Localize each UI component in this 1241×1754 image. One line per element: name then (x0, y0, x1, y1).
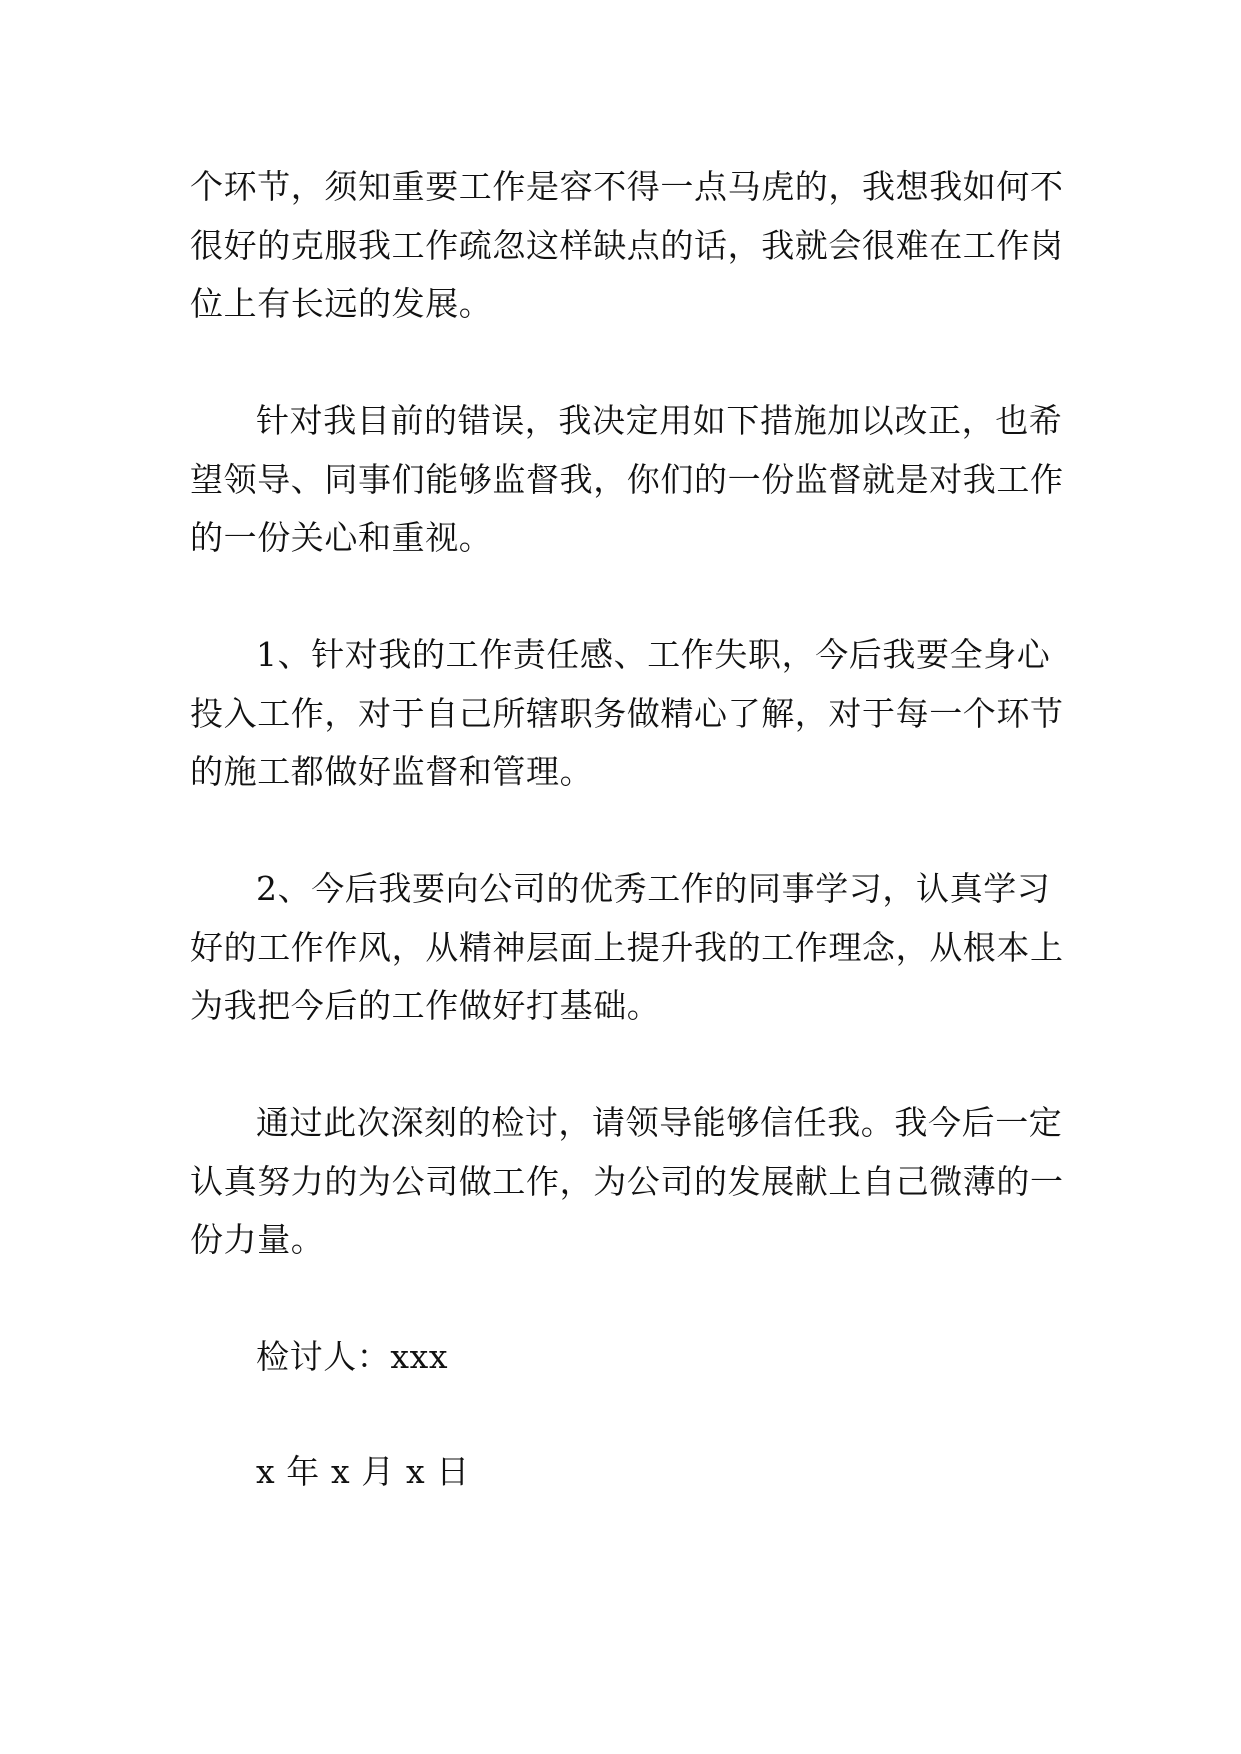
text-line: 很好的克服我工作疏忽这样缺点的话，我就会很难在工作岗 (190, 225, 1064, 265)
text-line: 的施工都做好监督和管理。 (190, 752, 594, 791)
paragraph-correction-intro (190, 392, 1064, 568)
date-text: x 年 x 月 x 日 (256, 1452, 470, 1491)
text-line: 认真努力的为公司做工作，为公司的发展献上自己微薄的一 (190, 1161, 1064, 1201)
text-line: 针对我目前的错误，我决定用如下措施加以改正，也希 (256, 401, 1063, 440)
text-line: 为我把今后的工作做好打基础。 (190, 986, 661, 1025)
text-line: 位上有长远的发展。 (190, 284, 493, 323)
text-line: 望领导、同事们能够监督我，你们的一份监督就是对我工作 (190, 459, 1064, 499)
paragraph-conclusion (190, 1094, 1064, 1270)
text-line: 通过此次深刻的检讨，请领导能够信任我。我今后一定 (256, 1103, 1063, 1142)
text-line: 2、今后我要向公司的优秀工作的同事学习，认真学习 (256, 869, 1051, 908)
text-line: 好的工作作风，从精神层面上提升我的工作理念，从根本上 (190, 927, 1064, 967)
paragraph-continuation (190, 158, 1064, 334)
text-line: 1、针对我的工作责任感、工作失职，今后我要全身心 (256, 635, 1051, 674)
signature-text: 检讨人：xxx (256, 1337, 449, 1376)
date-line (190, 1443, 1060, 1502)
paragraph-measure-2 (190, 860, 1064, 1036)
signature-line (190, 1328, 1060, 1387)
paragraph-measure-1 (190, 626, 1064, 802)
text-line: 的一份关心和重视。 (190, 518, 493, 557)
text-line: 投入工作，对于自己所辖职务做精心了解，对于每一个环节 (190, 693, 1064, 733)
text-line: 份力量。 (190, 1220, 325, 1259)
text-line: 个环节，须知重要工作是容不得一点马虎的，我想我如何不 (190, 167, 1064, 206)
